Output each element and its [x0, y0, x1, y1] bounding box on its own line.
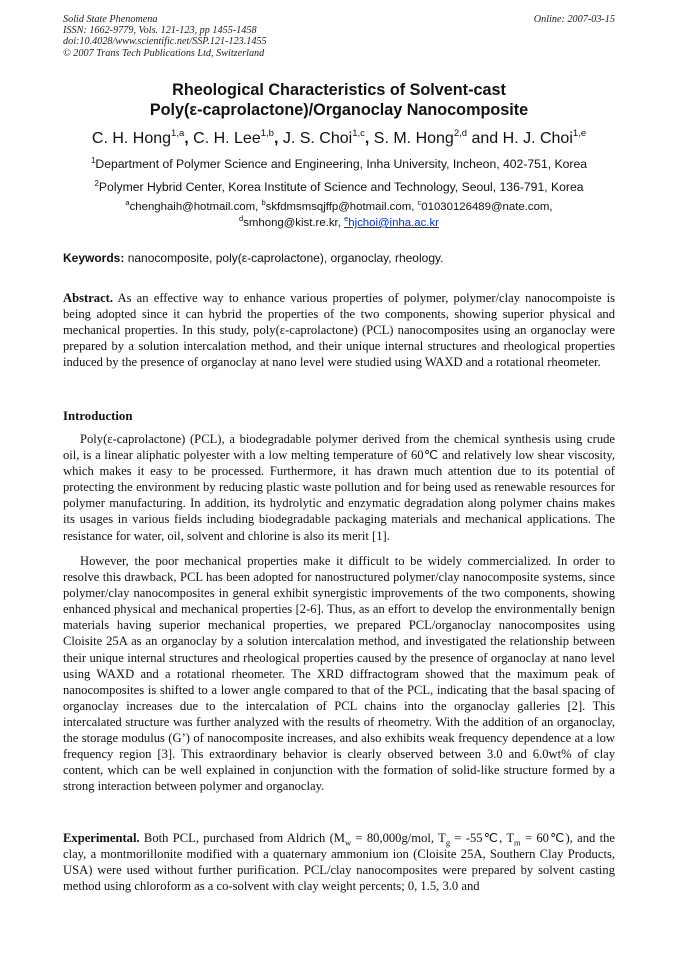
journal-header	[63, 14, 463, 59]
affiliation-mark: 1	[90, 156, 96, 165]
author-list: C. H. Hong$^{1,a}$, C. H. Lee$^{1,b}$, J. S. Choi$^{1,c}$, S. M. Hong$^{2,d}$ and H. J. Choi$^{1,e}$	[91, 128, 587, 147]
affiliation-text: Polymer Hybrid Center, Korea Institute of Science and Technology, Seoul, 136-791, Korea	[98, 180, 584, 194]
affiliation-1	[40, 157, 638, 172]
introduction-heading: Introduction	[63, 409, 133, 423]
email-link[interactable]	[344, 214, 439, 229]
author-affiliation-mark: 1,c	[352, 128, 365, 139]
author-affiliation-mark: 1,b	[260, 128, 274, 139]
email-mark: e	[344, 214, 349, 223]
subscript: g	[445, 837, 451, 848]
keywords-label: Keywords:	[63, 251, 125, 265]
author-affiliation-mark: 1,e	[572, 128, 587, 139]
affiliation-mark: 2	[94, 179, 99, 188]
copyright-line: © 2007 Trans Tech Publications Ltd, Switzerland	[63, 47, 265, 59]
subscript: m	[514, 837, 521, 848]
author-affiliation-mark: 2,d	[453, 128, 468, 139]
experimental-label: Experimental.	[63, 831, 140, 845]
keywords-text: nanocomposite, poly(ε-caprolactone), organoclay, rheology.	[124, 251, 444, 265]
email-mark: c	[417, 198, 422, 207]
abstract-text: As an effective way to enhance various properties of polymer, polymer/clay nanocompoiste is being adopted since it can hybrid the properties of the two components, showing superior physical and mechanical properties. In this study, poly(ε-caprolactone) (PCL) nanocomposites using an organoclay were prepared by a solution intercalation method, and their unique internal structures and rheological properties induced by the presence of organoclay at nano level were studied using WAXD and a rotational rheometer.	[63, 291, 615, 370]
subscript: w	[344, 837, 352, 848]
keywords	[63, 251, 615, 266]
email-mark: b	[261, 198, 266, 207]
online-date	[534, 14, 615, 25]
email-address: skfdmsmsqjffp@hotmail.com	[265, 201, 412, 213]
introduction-paragraph-1: Poly(ε-caprolactone) (PCL), a biodegradable polymer derived from the chemical synthesis using crude oil, is a linear aliphatic polyester with a low melting temperature of 60℃ and relatively low shear viscosity, which makes it easy to be processed. Furthermore, it has drawn much attention due to its potential of protecting the environment by reducing plastic waste pollution and for being used as renewable resources for polymer manufacturing. In addition, its hydrolytic and enzymatic degradation along polymer chains makes its usages in various fields including biodegradable packaging materials and mechanical applications. The resistance for water, oil, solvent and chlorine is also its merit [1].	[63, 432, 615, 543]
email-list	[40, 199, 638, 231]
affiliation-2	[40, 180, 638, 195]
author-name: H. J. Choi	[502, 130, 573, 147]
email-mark: a	[125, 198, 130, 207]
author-name: C. H. Hong	[91, 130, 172, 147]
experimental-text: = 80,000g/mol, T	[351, 831, 446, 845]
author-name: J. S. Choi	[282, 130, 353, 147]
abstract-paragraph	[63, 290, 615, 370]
email-address: hjchoi@inha.ac.kr	[348, 217, 439, 229]
experimental-text: = 60℃), and the clay, a montmorillonite modified with a quaternary ammonium ion (Cloisite 25A, Southern Clay Products, USA) were used without further purification. PCL/clay nanocomposites were prepared by solvent casting method using chloroform as a co-solvent with clay weight percents; 0, 1.5, 3.0 and	[63, 831, 616, 894]
issn-line: ISSN: 1662-9779, Vols. 121-123, pp 1455-1458	[63, 25, 257, 37]
author-name: S. M. Hong	[373, 130, 454, 147]
experimental-text: = -55℃, T	[450, 831, 515, 845]
email-address: smhong@kist.re.kr	[243, 217, 338, 229]
title-line-1: Rheological Characteristics of Solvent-cast	[172, 81, 506, 99]
email-line-1: $^a$chenghaih@hotmail.com, $^b$skfdmsmsqjffp@hotmail.com, $^c$01030126489@nate.com,	[125, 198, 553, 213]
abstract-label: Abstract.	[63, 291, 114, 305]
doi-line: doi:10.4028/www.scientific.net/SSP.121-123.1455	[63, 36, 267, 48]
email-line-2: $^d$smhong@kist.re.kr, $^e$hjchoi@inha.ac.kr	[239, 214, 439, 229]
author-and: and	[471, 130, 499, 147]
author-name: C. H. Lee	[193, 130, 261, 147]
journal-name: Solid State Phenomena	[63, 14, 158, 25]
paper-title	[40, 80, 638, 120]
experimental-text: Both PCL, purchased from Aldrich (M	[139, 831, 345, 845]
email-address: chenghaih@hotmail.com	[129, 201, 256, 213]
online-date-text: Online: 2007-03-15	[533, 14, 615, 25]
affiliation-text: Department of Polymer Science and Engineering, Inha University, Incheon, 402-751, Korea	[95, 157, 588, 171]
experimental-paragraph	[63, 830, 615, 894]
email-mark: d	[239, 214, 244, 223]
title-line-2: Poly(ε-caprolactone)/Organoclay Nanocomposite	[149, 101, 529, 119]
email-address: 01030126489@nate.com	[421, 201, 550, 213]
author-affiliation-mark: 1,a	[171, 128, 185, 139]
introduction-paragraph-2: However, the poor mechanical properties make it difficult to be widely commercialized. In order to resolve this drawback, PCL has been adopted for nanostructured polymer/clay nanocomposite systems, since polymer/clay nanocomposites in general exhibit synergistic improvements of the two components, showing enhanced physical and mechanical properties [2-6]. Thus, as an effort to develop the environmentally benign materials having superior mechanical properties, we prepared PCL/organoclay nanocomposites using Cloisite 25A as an organoclay by a solution intercalation method, and investigated the relationship between their unique internal structures and rheological properties caused by the presence of organoclay at nano level using WAXD and a rotational rheometer. The XRD diffractogram showed that the maximum peak of nanocomposites is shifted to a lower angle compared to that of the PCL, indicating that the basal spacing of organoclay increases due to the intercalation of PCL chains into the organoclay galleries [2]. This intercalated structure was further analyzed with the results of rheometry. With the addition of an organoclay, the storage modulus (G’) of nanocomposite increases, and also exhibits weak frequency dependence at a low frequency region [3]. This extraordinary behavior is clearly observed between 3.0 and 6.0wt% of clay content, which can be well explained in conjunction with the formation of solid-like structure formed by a strong interaction between polymer and organoclay.	[63, 554, 615, 794]
